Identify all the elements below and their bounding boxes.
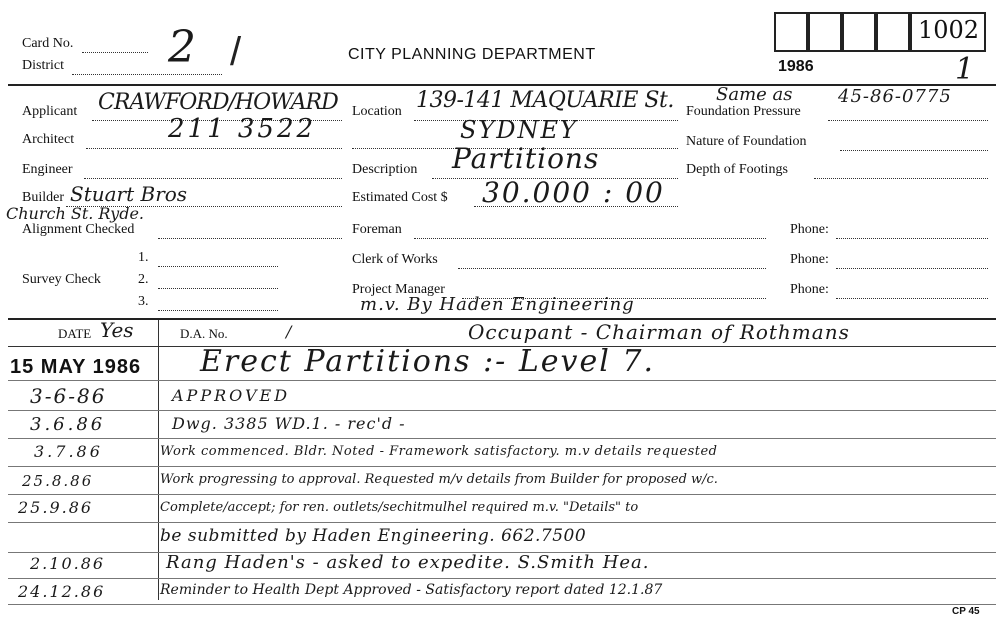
log-text-3: Dwg. 3385 WD.1. - rec'd - [172, 414, 406, 433]
log-text-5: Work progressing to approval. Requested m/v details from Builder for proposed w/c. [160, 472, 718, 487]
location-label: Location [352, 104, 402, 119]
engineer-label: Engineer [22, 162, 73, 177]
foundation-pressure-line [828, 120, 988, 121]
nature-line [840, 150, 988, 151]
year: 1986 [778, 58, 814, 75]
date-column-divider [158, 320, 159, 600]
survey-item-1: 1. [138, 250, 149, 265]
same-as-number: 45-86-0775 [838, 86, 952, 107]
row-rule [8, 494, 996, 495]
log-text-2: APPROVED [172, 386, 291, 405]
log-date-2: 3-6-86 [30, 384, 107, 408]
row-rule [8, 466, 996, 467]
card-no-label: Card No. [22, 36, 74, 51]
depth-line [814, 178, 988, 179]
slash-mark: / [230, 30, 242, 74]
builder-label: Builder [22, 190, 64, 205]
builder-value: Stuart Bros [70, 182, 188, 206]
number-box-1 [774, 12, 808, 52]
pm-value: m.v. By Haden Engineering [360, 294, 635, 315]
log-date-9: 24.12.86 [18, 582, 106, 601]
row-rule [8, 522, 996, 523]
location-value: 139-141 MAQUARIE St. [416, 88, 674, 113]
foreman-line [414, 238, 766, 239]
foreman-label: Foreman [352, 222, 402, 237]
number-box-3 [842, 12, 876, 52]
log-date-5: 25.8.86 [22, 472, 94, 490]
clerk-phone-label: Phone: [790, 252, 829, 267]
department-title: CITY PLANNING DEPARTMENT [348, 46, 596, 63]
survey-item-2: 2. [138, 272, 149, 287]
card-no-line [82, 52, 148, 53]
log-text-1: Erect Partitions :- Level 7. [200, 344, 655, 379]
survey-check-label: Survey Check [22, 272, 101, 287]
pm-phone-label: Phone: [790, 282, 829, 297]
row-rule [8, 578, 996, 579]
pm-phone-line [836, 298, 988, 299]
nature-foundation-label: Nature of Foundation [686, 134, 807, 149]
pm-label: Project Manager [352, 282, 445, 297]
log-text-8: Rang Haden's - asked to expedite. S.Smith Hea. [166, 552, 650, 573]
survey-line-2 [158, 288, 278, 289]
row-rule [8, 380, 996, 381]
da-no-value: / [286, 322, 292, 341]
architect-value: 211 3522 [168, 114, 317, 144]
form-code: CP 45 [952, 606, 980, 617]
location-value-2: SYDNEY [460, 116, 578, 144]
row-rule [8, 410, 996, 411]
district-value: 2 [168, 22, 196, 73]
cost-value: 30.000 : 00 [482, 176, 665, 209]
same-as-note: Same as [716, 84, 793, 105]
log-date-1: 15 MAY 1986 [10, 356, 142, 378]
depth-footings-label: Depth of Footings [686, 162, 788, 177]
builder-address: Church St. Ryde. [6, 204, 145, 223]
da-no-label: D.A. No. [180, 326, 228, 341]
applicant-value: CRAWFORD/HOWARD [98, 90, 338, 115]
survey-item-3: 3. [138, 294, 149, 309]
card-suffix: 1 [955, 52, 975, 87]
log-text-4: Work commenced. Bldr. Noted - Framework satisfactory. m.v details requested [160, 444, 718, 459]
log-text-6: Complete/accept; for ren. outlets/sechitmulhel required m.v. "Details" to [160, 500, 639, 515]
architect-line [86, 148, 342, 149]
log-date-3: 3.6.86 [30, 414, 106, 435]
engineer-line [84, 178, 342, 179]
foreman-phone-line [836, 238, 988, 239]
survey-line-3 [158, 310, 278, 311]
number-box-4 [876, 12, 910, 52]
description-value: Partitions [452, 142, 600, 175]
alignment-line [158, 238, 342, 239]
log-date-6: 25.9.86 [18, 498, 94, 517]
occupant-note: Occupant - Chairman of Rothmans [468, 320, 850, 344]
foreman-phone-label: Phone: [790, 222, 829, 237]
clerk-phone-line [836, 268, 988, 269]
row-rule [8, 604, 996, 605]
log-text-7: be submitted by Haden Engineering. 662.7500 [160, 526, 587, 546]
district-label: District [22, 58, 64, 73]
alignment-label: Alignment Checked [22, 222, 135, 237]
log-text-9: Reminder to Health Dept Approved - Satisfactory report dated 12.1.87 [160, 582, 663, 598]
row-rule [8, 438, 996, 439]
card-number: 1002 [918, 16, 980, 44]
district-line [72, 74, 222, 75]
architect-label: Architect [22, 132, 75, 147]
clerk-label: Clerk of Works [352, 252, 438, 267]
applicant-label: Applicant [22, 104, 78, 119]
number-box-2 [808, 12, 842, 52]
date-header: DATE [58, 326, 92, 341]
date-header-mark: Yes [100, 318, 134, 342]
clerk-line [458, 268, 766, 269]
foundation-pressure-label: Foundation Pressure [686, 104, 801, 119]
log-date-4: 3.7.86 [34, 442, 103, 461]
survey-line-1 [158, 266, 278, 267]
log-date-8: 2.10.86 [30, 554, 106, 573]
description-label: Description [352, 162, 418, 177]
cost-label: Estimated Cost $ [352, 190, 448, 205]
